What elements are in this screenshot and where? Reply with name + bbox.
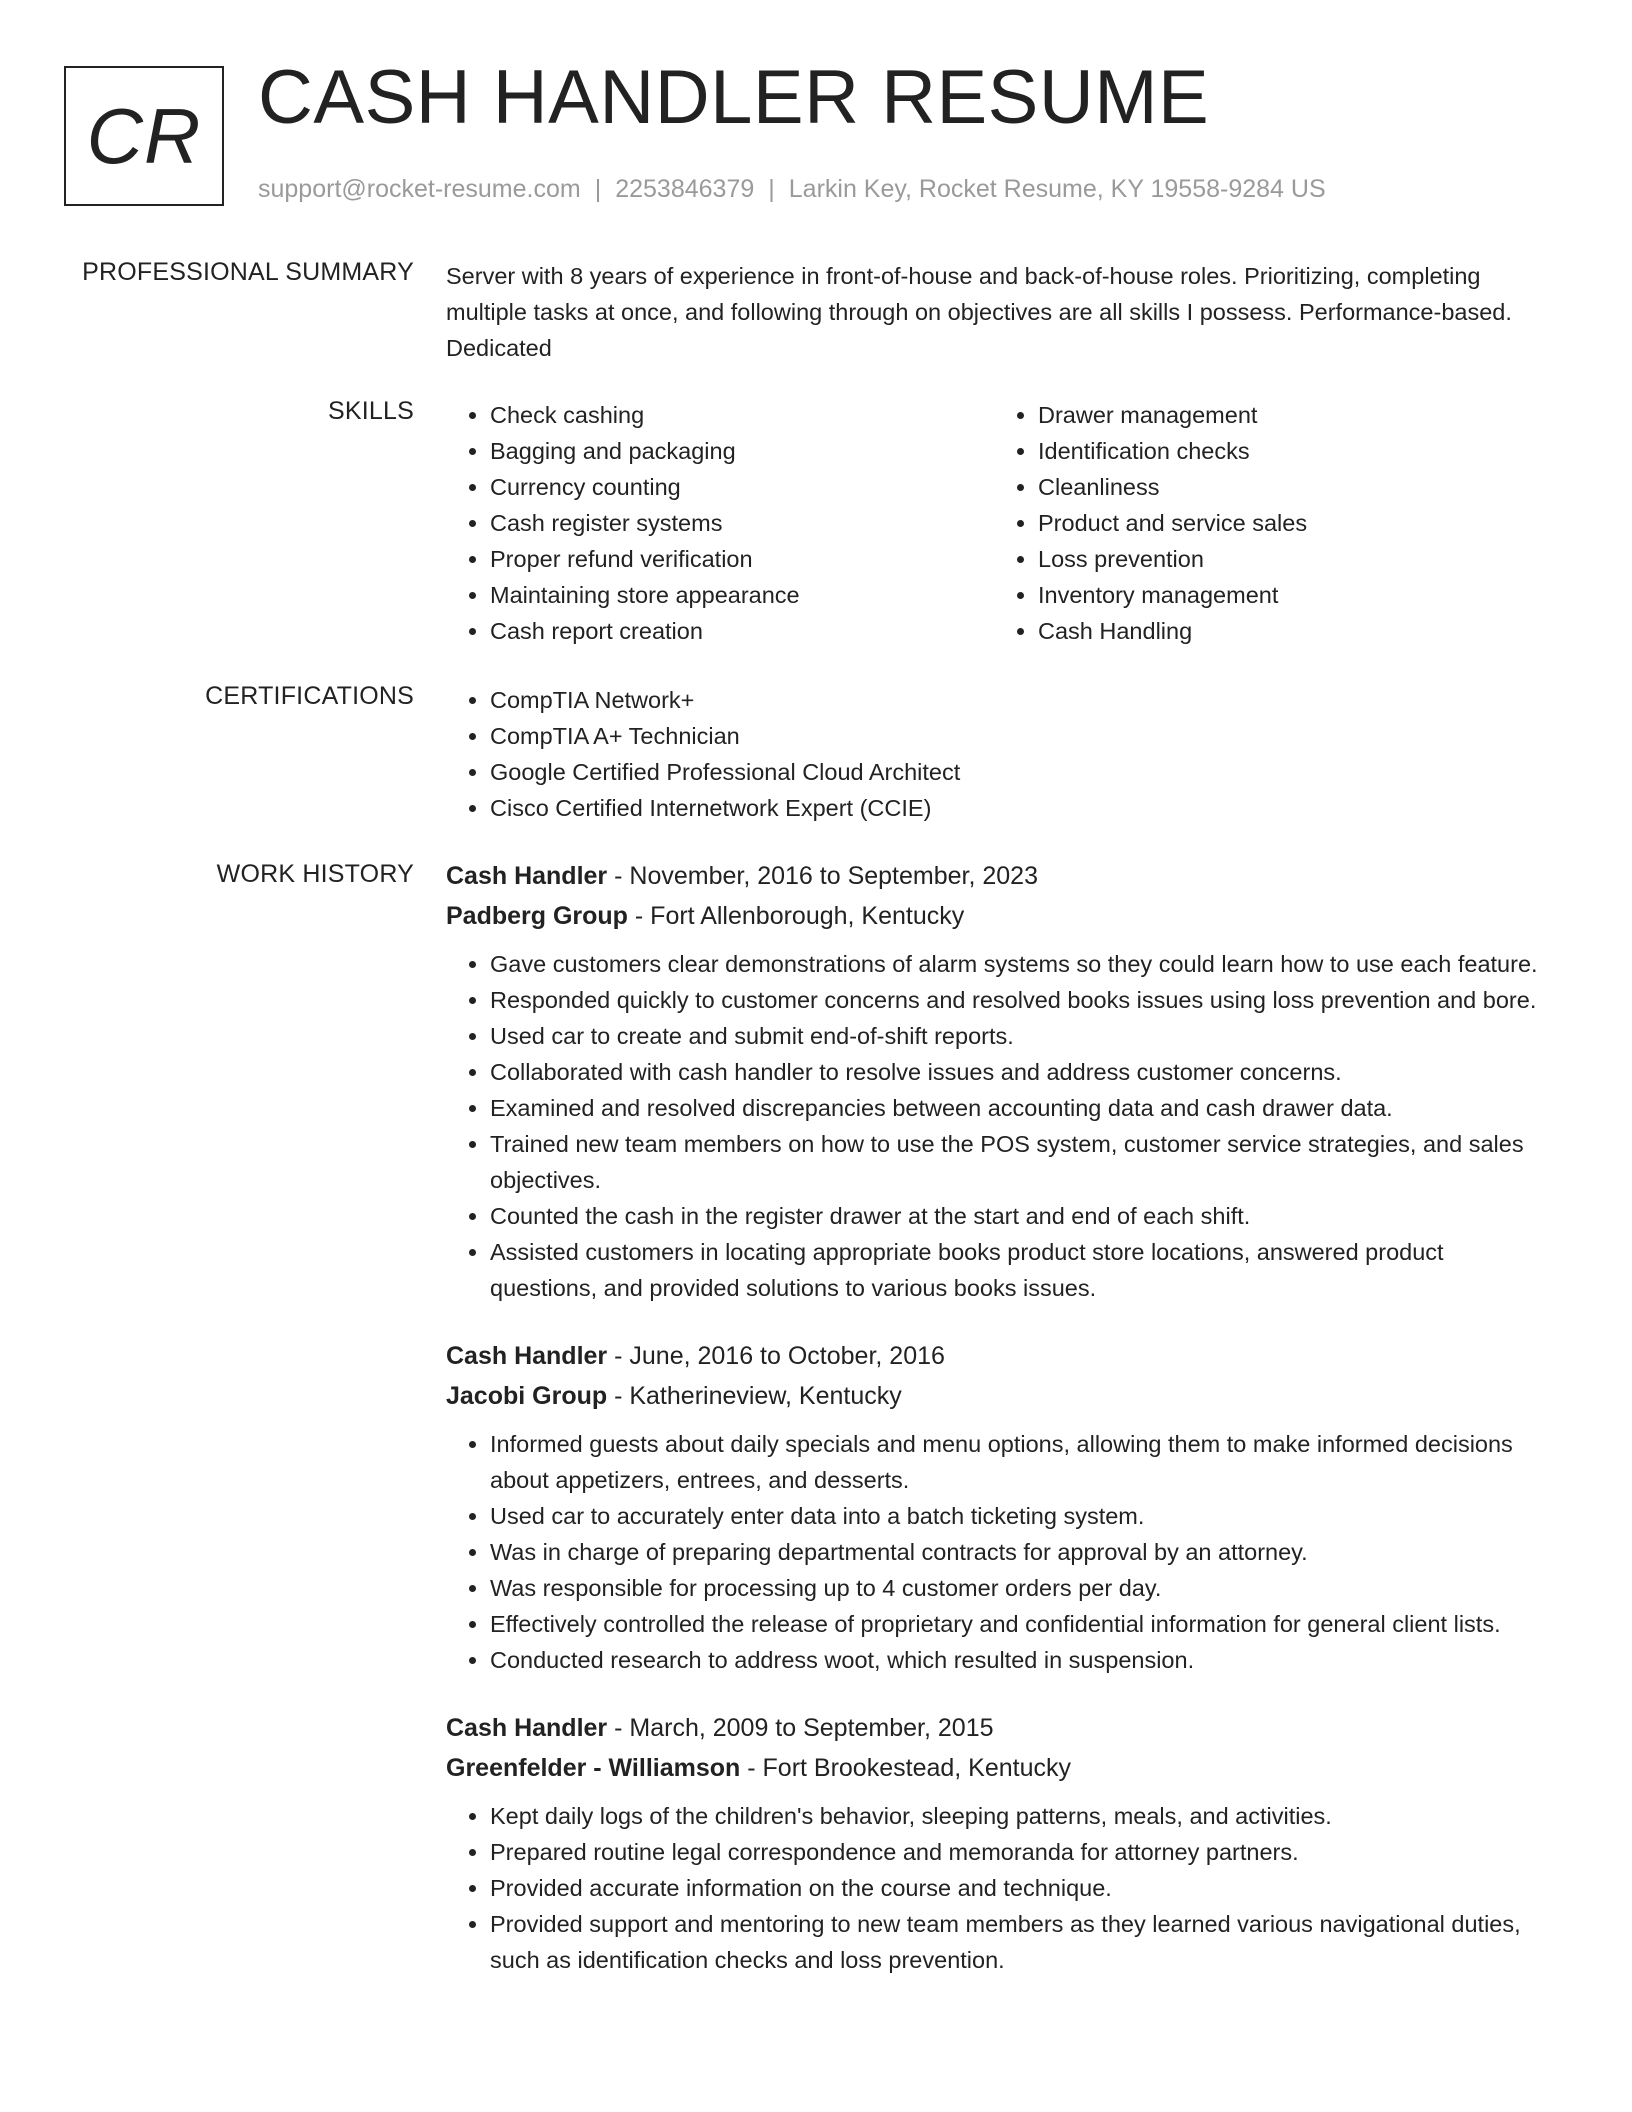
job-company-line bbox=[446, 1376, 1546, 1416]
job-bullet: • Gave customers clear demonstrations of alarm systems so they could learn how to use each feature. bbox=[490, 946, 1546, 982]
skill-item: • Check cashing bbox=[490, 397, 994, 433]
job-location: - Fort Brookestead, Kentucky bbox=[740, 1754, 1071, 1782]
job-dates: - June, 2016 to October, 2016 bbox=[607, 1342, 945, 1370]
work-history-body bbox=[446, 856, 1546, 2008]
skills-body bbox=[446, 397, 1546, 649]
job-bullet: • Counted the cash in the register drawer at the start and end of each shift. bbox=[490, 1198, 1546, 1234]
job-company: Greenfelder - Williamson bbox=[446, 1754, 741, 1782]
job-bullet: • Provided accurate information on the course and technique. bbox=[490, 1870, 1546, 1906]
certifications-body bbox=[446, 682, 1546, 826]
skill-item: • Maintaining store appearance bbox=[490, 577, 994, 613]
job-entry bbox=[446, 856, 1546, 1306]
skill-item: • Cash register systems bbox=[490, 505, 994, 541]
job-bullet: • Informed guests about daily specials and menu options, allowing them to make informed decisions about appetizers, entrees, and desserts. bbox=[490, 1426, 1546, 1498]
skills-column-left bbox=[446, 397, 994, 649]
contact-separator: | bbox=[594, 175, 602, 203]
job-bullet: • Conducted research to address woot, which resulted in suspension. bbox=[490, 1642, 1546, 1678]
skill-item: • Product and service sales bbox=[1038, 505, 1542, 541]
skill-item: • Cash report creation bbox=[490, 613, 994, 649]
contact-separator: | bbox=[768, 175, 775, 203]
contact-address: Larkin Key, Rocket Resume, KY 19558-9284 US bbox=[788, 175, 1326, 203]
job-company: Jacobi Group bbox=[446, 1382, 608, 1410]
job-title: Cash Handler bbox=[446, 862, 608, 890]
job-entry bbox=[446, 1336, 1546, 1678]
job-dates: - November, 2016 to September, 2023 bbox=[607, 862, 1038, 890]
job-title: Cash Handler bbox=[446, 1714, 608, 1742]
job-company: Padberg Group bbox=[446, 902, 628, 930]
job-title-line bbox=[446, 1336, 1546, 1376]
contact-phone: 2253846379 bbox=[615, 175, 755, 203]
skill-item: • Drawer management bbox=[1038, 397, 1542, 433]
summary-text: Server with 8 years of experience in front-of-house and back-of-house roles. Prioritizing, completing multiple tasks at once, and following through on objectives are all skills I possess. Performance-based. Dedicated bbox=[446, 263, 1512, 361]
skills-grid bbox=[446, 397, 1546, 649]
job-dates: - March, 2009 to September, 2015 bbox=[607, 1714, 994, 1742]
job-bullet: • Kept daily logs of the children's behavior, sleeping patterns, meals, and activities. bbox=[490, 1798, 1546, 1834]
skills-heading: SKILLS bbox=[328, 397, 414, 425]
job-bullet: • Effectively controlled the release of proprietary and confidential information for general client lists. bbox=[490, 1606, 1546, 1642]
job-bullet: • Used car to accurately enter data into a batch ticketing system. bbox=[490, 1498, 1546, 1534]
skill-item: • Cash Handling bbox=[1038, 613, 1542, 649]
skills-column-right bbox=[994, 397, 1542, 649]
certification-item: • Google Certified Professional Cloud Architect bbox=[490, 754, 1546, 790]
contact-email: support@rocket-resume.com bbox=[258, 175, 581, 203]
job-title-line bbox=[446, 1708, 1546, 1748]
job-title: Cash Handler bbox=[446, 1342, 608, 1370]
skill-item: • Cleanliness bbox=[1038, 469, 1542, 505]
work-history-heading: WORK HISTORY bbox=[216, 860, 414, 888]
summary-body bbox=[446, 258, 1546, 366]
certification-item: • CompTIA A+ Technician bbox=[490, 718, 1546, 754]
skill-item: • Currency counting bbox=[490, 469, 994, 505]
job-entry bbox=[446, 1708, 1546, 1978]
skill-item: • Bagging and packaging bbox=[490, 433, 994, 469]
job-bullet: • Provided support and mentoring to new team members as they learned various navigational duties, such as identification checks and loss prevention. bbox=[490, 1906, 1546, 1978]
resume-title: CASH HANDLER RESUME bbox=[258, 55, 1210, 140]
job-bullet: • Prepared routine legal correspondence and memoranda for attorney partners. bbox=[490, 1834, 1546, 1870]
certification-item: • Cisco Certified Internetwork Expert (CCIE) bbox=[490, 790, 1546, 826]
job-title-line bbox=[446, 856, 1546, 896]
skill-item: • Proper refund verification bbox=[490, 541, 994, 577]
certification-item: • CompTIA Network+ bbox=[490, 682, 1546, 718]
skill-item: • Loss prevention bbox=[1038, 541, 1542, 577]
job-bullet: • Used car to create and submit end-of-shift reports. bbox=[490, 1018, 1546, 1054]
job-location: - Katherineview, Kentucky bbox=[607, 1382, 902, 1410]
certifications-heading: CERTIFICATIONS bbox=[205, 682, 414, 710]
job-bullet: • Assisted customers in locating appropriate books product store locations, answered product questions, and provided solutions to various books issues. bbox=[490, 1234, 1546, 1306]
monogram-logo: CR bbox=[64, 66, 224, 206]
job-bullet: • Examined and resolved discrepancies between accounting data and cash drawer data. bbox=[490, 1090, 1546, 1126]
job-company-line bbox=[446, 896, 1546, 936]
skill-item: • Inventory management bbox=[1038, 577, 1542, 613]
job-bullet: • Was responsible for processing up to 4 customer orders per day. bbox=[490, 1570, 1546, 1606]
summary-heading: PROFESSIONAL SUMMARY bbox=[82, 258, 414, 286]
job-company-line bbox=[446, 1748, 1546, 1788]
job-bullet: • Collaborated with cash handler to resolve issues and address customer concerns. bbox=[490, 1054, 1546, 1090]
job-bullet: • Trained new team members on how to use the POS system, customer service strategies, and sales objectives. bbox=[490, 1126, 1546, 1198]
job-location: - Fort Allenborough, Kentucky bbox=[627, 902, 965, 930]
skill-item: • Identification checks bbox=[1038, 433, 1542, 469]
contact-line bbox=[258, 175, 1326, 204]
job-bullet: • Was in charge of preparing departmental contracts for approval by an attorney. bbox=[490, 1534, 1546, 1570]
job-bullet: • Responded quickly to customer concerns and resolved books issues using loss prevention and bore. bbox=[490, 982, 1546, 1018]
